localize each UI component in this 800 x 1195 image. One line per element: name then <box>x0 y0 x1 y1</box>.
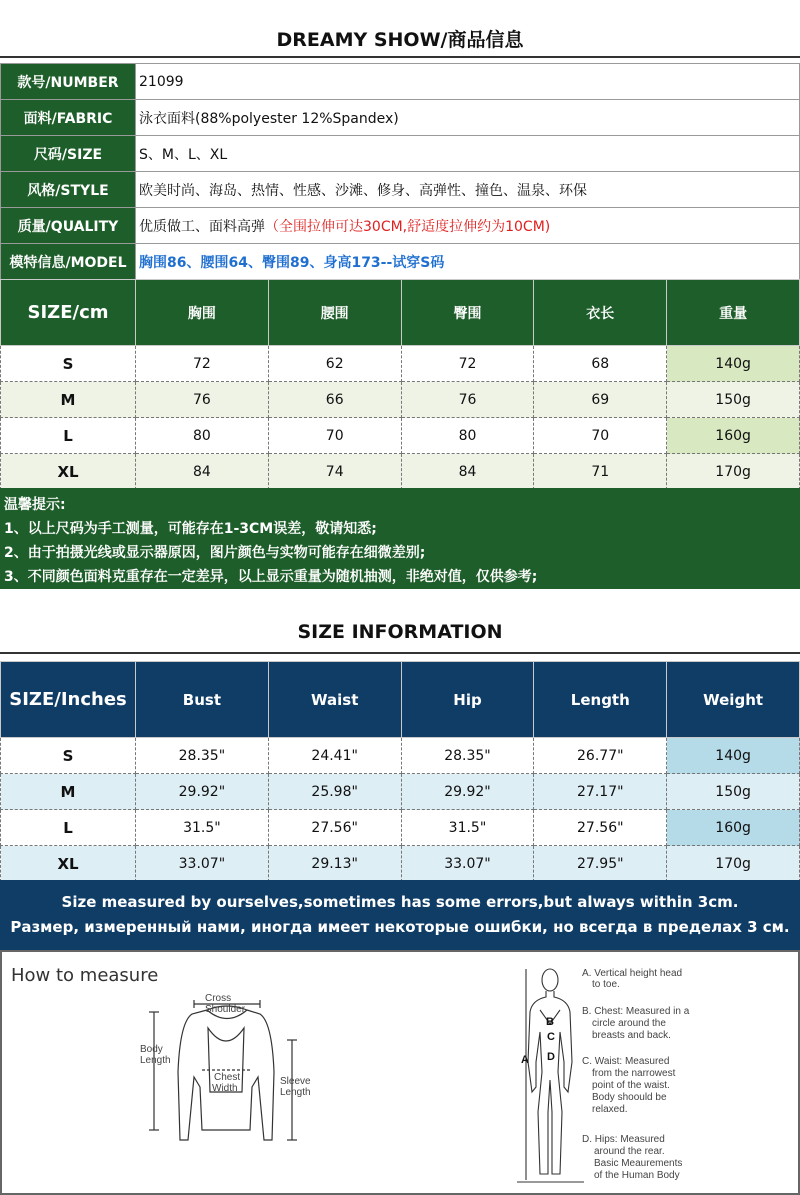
weight-cell: 160g <box>667 810 800 846</box>
table-cell: 72 <box>136 346 269 382</box>
measurement-note <box>0 880 800 950</box>
note-b-line: breasts and back. <box>592 1030 671 1041</box>
table-cell: 25.98" <box>268 774 401 810</box>
table-row <box>1 418 800 454</box>
table-cell: 62 <box>268 346 401 382</box>
note-english: Size measured by ourselves,sometimes has some errors,but always within 3cm. <box>61 893 739 911</box>
title-divider <box>0 652 800 654</box>
table-row <box>1 454 800 490</box>
head <box>542 969 558 991</box>
column-header: Hip <box>401 662 534 738</box>
info-value: 21099 <box>136 64 800 100</box>
table-cell: 33.07" <box>136 846 269 882</box>
column-header: 腰围 <box>268 280 401 346</box>
table-cell: 26.77" <box>534 738 667 774</box>
table-cell: 24.41" <box>268 738 401 774</box>
table-cell: 80 <box>401 418 534 454</box>
info-row-fabric <box>1 100 800 136</box>
table-cell: 70 <box>534 418 667 454</box>
how-to-measure-panel <box>0 950 800 1195</box>
table-row <box>1 846 800 882</box>
note-a-line: to toe. <box>592 979 620 990</box>
column-header: Bust <box>136 662 269 738</box>
body-figure <box>517 969 584 1182</box>
stretch-note: （全围拉伸可达30CM,舒适度拉伸约为10CM) <box>265 218 551 235</box>
table-cell: 72 <box>401 346 534 382</box>
size-label: M <box>1 774 136 810</box>
table-cell: 84 <box>401 454 534 490</box>
info-label: 风格/STYLE <box>1 172 136 208</box>
info-row-number <box>1 64 800 100</box>
table-row <box>1 774 800 810</box>
size-label: L <box>1 418 136 454</box>
table-cell: 84 <box>136 454 269 490</box>
table-cell: 29.92" <box>136 774 269 810</box>
info-row-model <box>1 244 800 280</box>
table-row <box>1 810 800 846</box>
table-cell: 71 <box>534 454 667 490</box>
size-label: XL <box>1 846 136 882</box>
table-cell: 31.5" <box>136 810 269 846</box>
table-cell: 33.07" <box>401 846 534 882</box>
garment-diagram <box>149 1000 297 1140</box>
marker-b: B <box>546 1016 554 1028</box>
tip-line: 3、不同颜色面料克重存在一定差异，以上显示重量为随机抽测，非绝对值，仅供参考; <box>4 569 538 585</box>
cross-shoulder-label: Shoulder <box>205 1004 246 1015</box>
note-a-line: A. Vertical height head <box>582 968 683 979</box>
column-header: SIZE/cm <box>1 280 136 346</box>
weight-cell: 170g <box>667 454 800 490</box>
column-header: Weight <box>667 662 800 738</box>
size-chart-header <box>1 280 800 346</box>
info-row-size <box>1 136 800 172</box>
weight-cell: 170g <box>667 846 800 882</box>
sleeve-length-label: Length <box>280 1087 311 1098</box>
table-cell: 27.17" <box>534 774 667 810</box>
marker-a: A <box>521 1054 529 1066</box>
note-c-line: Body shoould be <box>592 1092 667 1103</box>
info-label: 尺码/SIZE <box>1 136 136 172</box>
table-cell: 29.13" <box>268 846 401 882</box>
table-cell: 66 <box>268 382 401 418</box>
column-header: SIZE/Inches <box>1 662 136 738</box>
note-d-line: Basic Meaurements <box>594 1158 683 1169</box>
note-b-line: circle around the <box>592 1018 666 1029</box>
table-row <box>1 346 800 382</box>
note-c-line: relaxed. <box>592 1104 628 1115</box>
info-value: 泳衣面料(88%polyester 12%Spandex) <box>136 100 800 136</box>
table-cell: 80 <box>136 418 269 454</box>
info-value: S、M、L、XL <box>136 136 800 172</box>
table-row <box>1 738 800 774</box>
title-divider <box>0 56 800 58</box>
note-d-line: D. Hips: Measured <box>582 1134 665 1145</box>
tip-line: 2、由于拍摄光线或显示器原因，图片颜色与实物可能存在细微差别; <box>4 545 426 561</box>
size-chart-cm <box>0 279 800 490</box>
size-label: S <box>1 738 136 774</box>
table-cell: 28.35" <box>401 738 534 774</box>
table-cell: 69 <box>534 382 667 418</box>
chest-width-label: Width <box>212 1083 238 1094</box>
body-length-label: Body <box>140 1044 163 1055</box>
column-header: 胸围 <box>136 280 269 346</box>
note-c-line: from the narrowest <box>592 1068 676 1079</box>
table-cell: 74 <box>268 454 401 490</box>
info-value <box>136 208 800 244</box>
column-header: 臀围 <box>401 280 534 346</box>
body-notes <box>582 968 690 1181</box>
chest-width-label: Chest <box>214 1072 241 1083</box>
weight-cell: 160g <box>667 418 800 454</box>
sleeve-length-label: Sleeve <box>280 1076 311 1087</box>
weight-cell: 150g <box>667 774 800 810</box>
tips-box <box>0 488 800 589</box>
size-label: XL <box>1 454 136 490</box>
note-d-line: of the Human Body <box>594 1170 680 1181</box>
note-russian: Размер, измеренный нами, иногда имеет некоторые ошибки, но всегда в пределах 3 см. <box>10 918 790 936</box>
table-cell: 29.92" <box>401 774 534 810</box>
size-chart-header <box>1 662 800 738</box>
quality-text: 优质做工、面料高弹 <box>139 218 265 235</box>
table-cell: 28.35" <box>136 738 269 774</box>
weight-cell: 150g <box>667 382 800 418</box>
column-header: 重量 <box>667 280 800 346</box>
table-cell: 31.5" <box>401 810 534 846</box>
table-cell: 76 <box>401 382 534 418</box>
info-row-style <box>1 172 800 208</box>
size-label: M <box>1 382 136 418</box>
info-label: 质量/QUALITY <box>1 208 136 244</box>
note-b-line: B. Chest: Measured in a <box>582 1006 690 1017</box>
weight-cell: 140g <box>667 346 800 382</box>
cross-shoulder-label: Cross <box>205 993 232 1004</box>
marker-c: C <box>547 1031 555 1043</box>
size-chart-inches <box>0 661 800 882</box>
table-cell: 68 <box>534 346 667 382</box>
note-c-line: C. Waist: Measured <box>582 1056 670 1067</box>
cm-section-title: DREAMY SHOW/商品信息 <box>276 29 524 51</box>
column-header: Length <box>534 662 667 738</box>
info-label: 面料/FABRIC <box>1 100 136 136</box>
table-cell: 27.56" <box>534 810 667 846</box>
note-c-line: point of the waist. <box>592 1080 670 1091</box>
info-label: 款号/NUMBER <box>1 64 136 100</box>
inch-section-title: SIZE INFORMATION <box>297 621 503 643</box>
table-cell: 70 <box>268 418 401 454</box>
how-to-measure-title: How to measure <box>11 965 159 986</box>
tip-line: 1、以上尺码为手工测量，可能存在1-3CM误差，敬请知悉; <box>4 521 377 537</box>
size-label: L <box>1 810 136 846</box>
note-d-line: around the rear. <box>594 1146 665 1157</box>
size-label: S <box>1 346 136 382</box>
info-value: 胸围86、腰围64、臀围89、身高173--试穿S码 <box>136 244 800 280</box>
info-label: 模特信息/MODEL <box>1 244 136 280</box>
column-header: Waist <box>268 662 401 738</box>
info-value: 欧美时尚、海岛、热情、性感、沙滩、修身、高弹性、撞色、温泉、环保 <box>136 172 800 208</box>
info-row-quality <box>1 208 800 244</box>
table-cell: 27.95" <box>534 846 667 882</box>
weight-cell: 140g <box>667 738 800 774</box>
product-info-table <box>0 63 800 280</box>
body-length-label: Length <box>140 1055 171 1066</box>
marker-d: D <box>547 1051 555 1063</box>
table-cell: 27.56" <box>268 810 401 846</box>
tips-heading: 温馨提示: <box>4 497 66 513</box>
table-cell: 76 <box>136 382 269 418</box>
measure-diagram <box>2 952 798 1193</box>
table-row <box>1 382 800 418</box>
column-header: 衣长 <box>534 280 667 346</box>
